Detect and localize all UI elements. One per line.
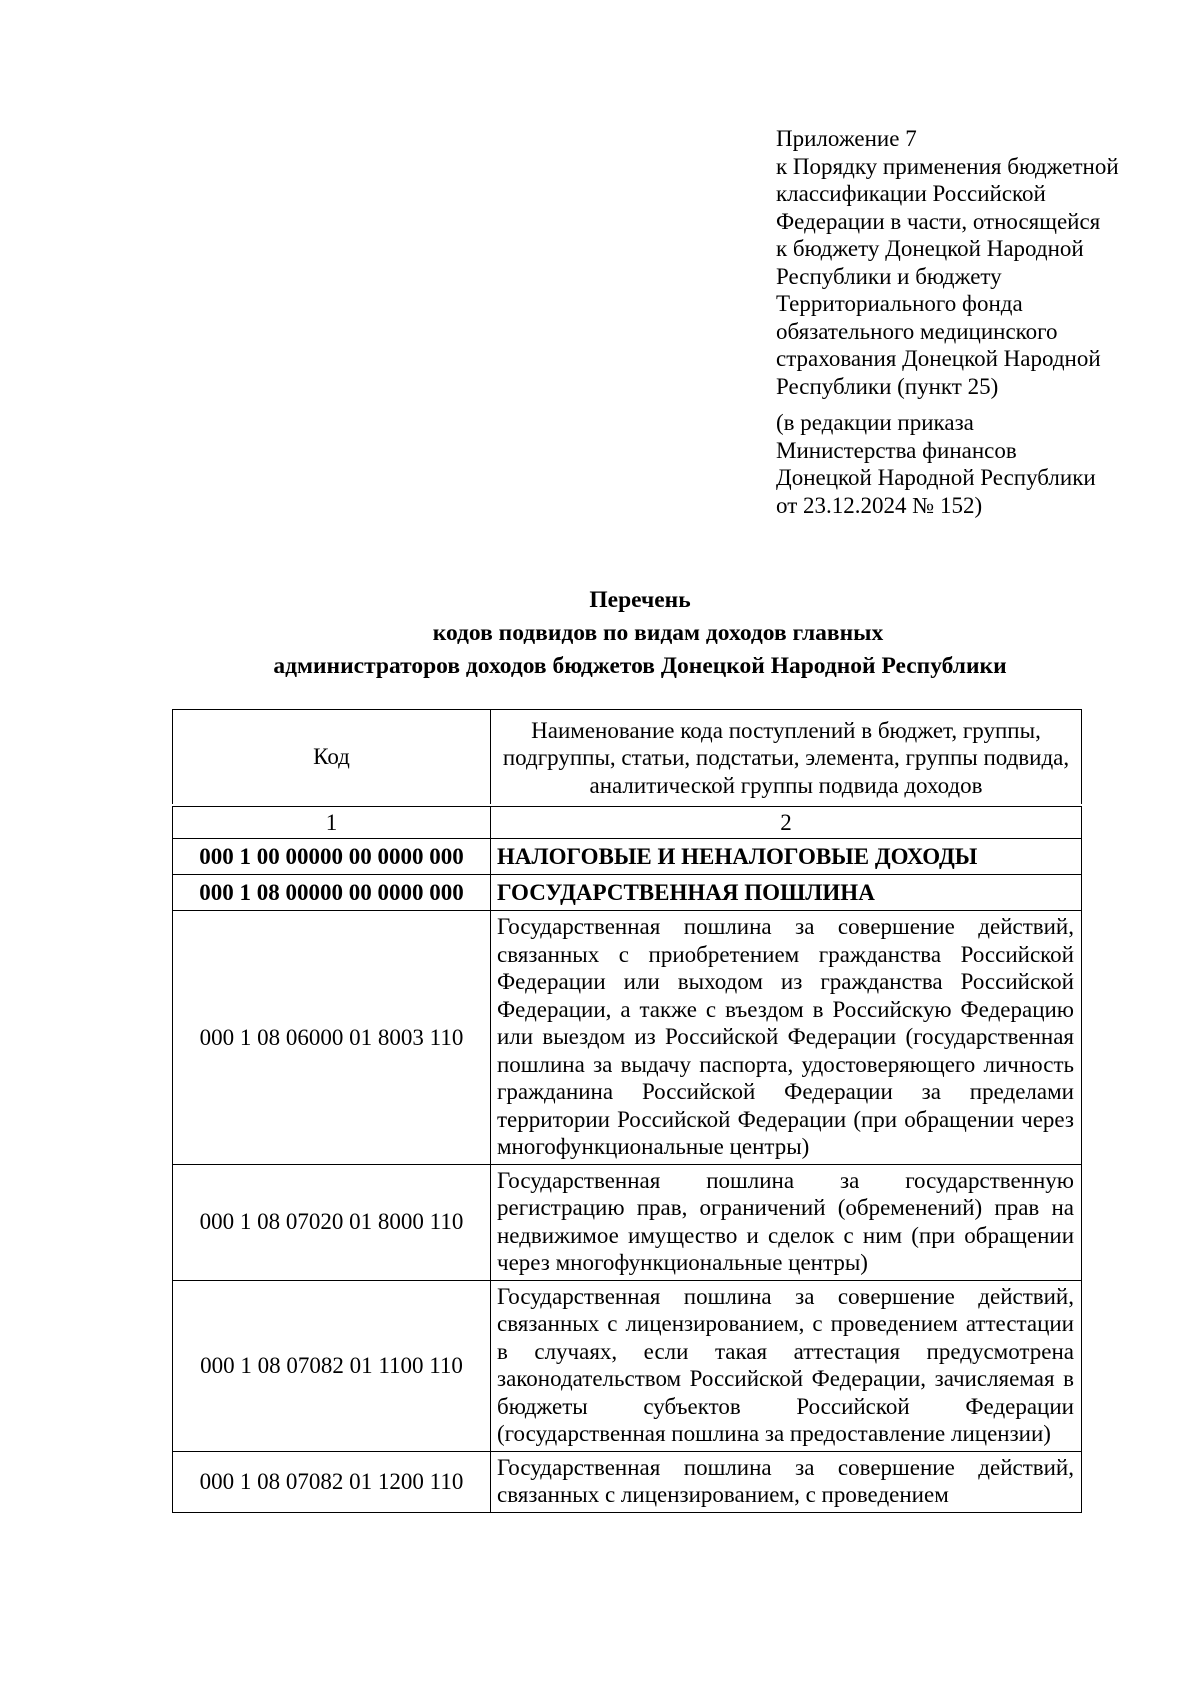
appendix-note [776,125,1176,519]
table-row [173,1164,1082,1280]
header-name: Наименование кода поступлений в бюджет, группы, подгруппы, статьи, подстатьи, элемента, группы подвида, аналитической группы подвида доходов [491,710,1082,805]
table-row [173,1280,1082,1451]
title-line: Перечень [589,587,691,613]
row-code: 000 1 08 06000 01 8003 110 [173,911,491,1165]
column-number-row [173,807,1082,839]
column-number: 1 [173,807,491,839]
appendix-line: Территориального фонда [776,291,1023,316]
row-name: Государственная пошлина за совершение действий, связанных с приобретением гражданства Российской Федерации или выходом из гражданства Российской Федерации, а также с въездом в Российскую Федерацию или выездом из Российской Федерации (государственная пошлина за выдачу паспорта, удостоверяющего личность гражданина Российской Федерации за пределами территории Российской Федерации (при обращении через многофункциональные центры) [491,911,1082,1165]
row-name: НАЛОГОВЫЕ И НЕНАЛОГОВЫЕ ДОХОДЫ [491,839,1082,875]
header-code: Код [173,710,491,805]
document-title [170,584,1110,683]
codes-table [172,806,1082,1513]
appendix-line: обязательного медицинского [776,318,1058,344]
edition-line: Донецкой Народной Республики [776,465,1096,490]
edition-note [776,409,1176,519]
row-name: Государственная пошлина за совершение действий, связанных с лицензированием, с проведением аттестации в случаях, если такая аттестация предусмотрена законодательством Российской Федерации, зачисляемая в бюджеты субъектов Российской Федерации (государственная пошлина за предоставление лицензии) [491,1280,1082,1451]
row-code: 000 1 08 07082 01 1100 110 [173,1280,491,1451]
table-header [172,709,1082,804]
column-number: 2 [491,807,1082,839]
row-name: Государственная пошлина за государственную регистрацию прав, ограничений (обременений) прав на недвижимое имущество и сделок с ним (при обращении через многофункциональные центры) [491,1164,1082,1280]
appendix-line: Республики (пункт 25) [776,373,999,399]
title-line: кодов подвидов по видам доходов главных [432,620,884,646]
row-name: Государственная пошлина за совершение действий, связанных с лицензированием, с проведением [491,1451,1082,1512]
title-line: администраторов доходов бюджетов Донецкой Народной Республики [273,653,1007,679]
table-row [173,839,1082,875]
row-code: 000 1 08 07020 01 8000 110 [173,1164,491,1280]
appendix-line: к Порядку применения бюджетной [776,153,1119,179]
appendix-line: Федерации в части, относящейся [776,208,1101,234]
table-row [173,911,1082,1165]
edition-line: Министерства финансов [776,437,1017,463]
table-row [173,1451,1082,1512]
appendix-line: страхования Донецкой Народной [776,346,1101,371]
edition-line: (в редакции приказа [776,410,974,435]
edition-line: от 23.12.2024 № 152) [776,492,983,518]
table-row [173,875,1082,911]
header-row [173,710,1082,805]
row-name: ГОСУДАРСТВЕННАЯ ПОШЛИНА [491,875,1082,911]
row-code: 000 1 08 00000 00 0000 000 [173,875,491,911]
row-code: 000 1 08 07082 01 1200 110 [173,1451,491,1512]
appendix-line: Приложение 7 [776,126,917,151]
appendix-line: к бюджету Донецкой Народной [776,236,1084,261]
appendix-line: Республики и бюджету [776,263,1002,289]
row-code: 000 1 00 00000 00 0000 000 [173,839,491,875]
appendix-line: классификации Российской [776,181,1046,206]
